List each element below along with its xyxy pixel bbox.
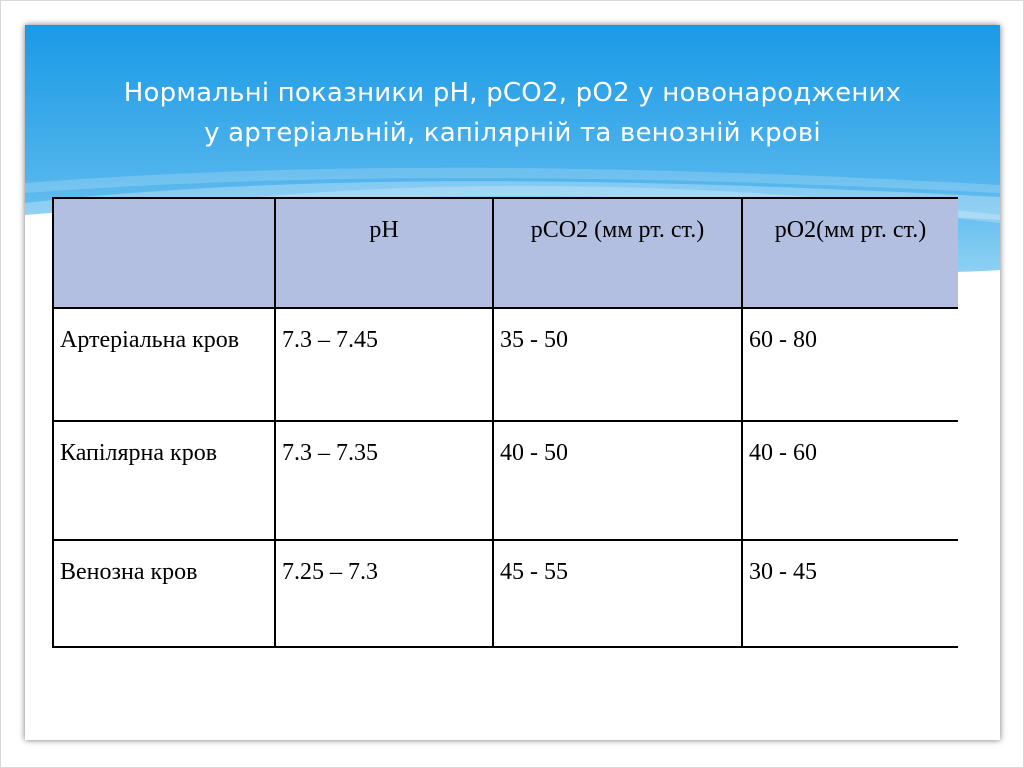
cell-ph: 7.25 – 7.3 xyxy=(275,540,493,647)
slide-title xyxy=(25,73,1000,153)
table-row xyxy=(53,540,958,647)
table-row xyxy=(53,308,958,421)
title-line-1: Нормальні показники pH, pCO2, pO2 у новонароджених xyxy=(123,78,902,108)
title-line-2: у артеріальній, капілярній та венозній крові xyxy=(204,118,821,148)
cell-pco2: 40 - 50 xyxy=(493,421,742,540)
row-label-arterial: Артеріальна кров xyxy=(53,308,275,421)
header-empty-cell xyxy=(53,198,275,308)
blood-gas-table xyxy=(52,197,958,648)
cell-po2: 60 - 80 xyxy=(742,308,958,421)
slide xyxy=(25,25,1000,740)
header-po2: pO2(мм рт. ст.) xyxy=(742,198,958,308)
cell-ph: 7.3 – 7.35 xyxy=(275,421,493,540)
table-row xyxy=(53,421,958,540)
row-label-venous: Венозна кров xyxy=(53,540,275,647)
cell-po2: 30 - 45 xyxy=(742,540,958,647)
cell-ph: 7.3 – 7.45 xyxy=(275,308,493,421)
header-ph: pH xyxy=(275,198,493,308)
header-pco2: pCO2 (мм рт. ст.) xyxy=(493,198,742,308)
cell-po2: 40 - 60 xyxy=(742,421,958,540)
cell-pco2: 45 - 55 xyxy=(493,540,742,647)
table-header-row xyxy=(53,198,958,308)
cell-pco2: 35 - 50 xyxy=(493,308,742,421)
row-label-capillary: Капілярна кров xyxy=(53,421,275,540)
